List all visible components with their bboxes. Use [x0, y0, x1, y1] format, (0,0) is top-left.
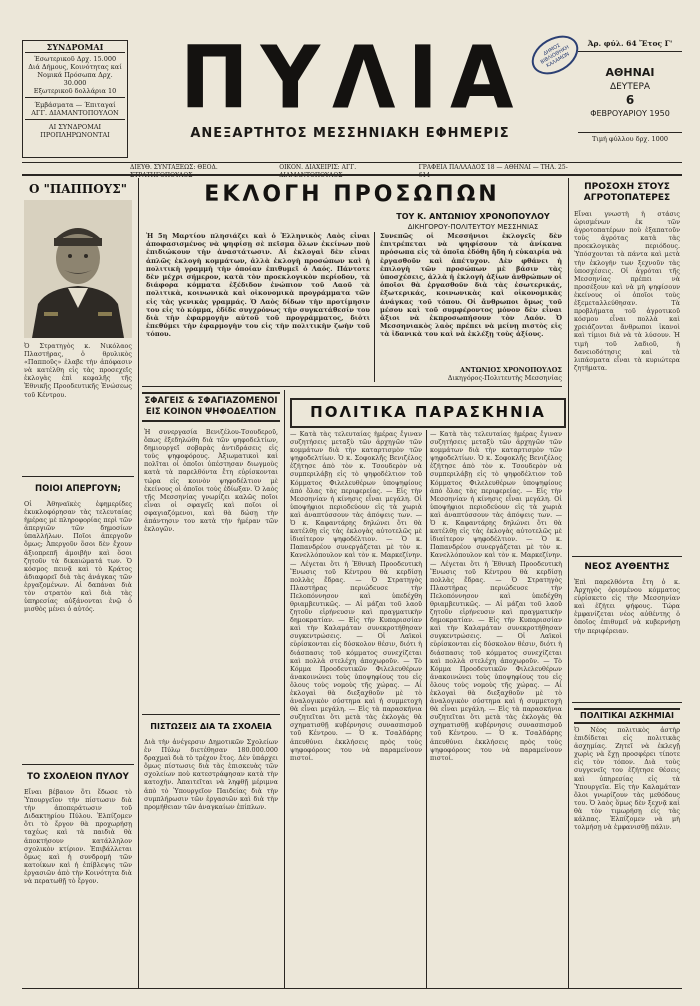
main-article-rule	[142, 386, 562, 387]
issue-info	[578, 40, 682, 158]
subscription-line: Έσωτερικοῦ Δρχ. 15.000	[33, 54, 117, 63]
col-divider-2	[284, 390, 285, 988]
school-credits-title: ΠΙΣΤΩΣΕΙΣ ΔΙΑ ΤΑ ΣΧΟΛΕΙΑ	[150, 722, 272, 731]
subscription-line: Έμβάσματα — Έπιταγαί	[34, 100, 116, 109]
main-article-title: ΕΚΛΟΓΗ ΠΡΟΣΩΠΩΝ	[204, 182, 500, 207]
subscriptions-title: ΣΥΝΔΡΟΜΑΙ	[25, 43, 125, 53]
general-portrait	[24, 200, 132, 338]
politics-title-box	[290, 398, 566, 428]
issue-weekday: ΔΕΥΤΕΡΑ	[609, 81, 651, 92]
pappous-title: Ο "ΠΑΠΠΟΥΣ"	[29, 182, 127, 196]
left-rule-2	[22, 764, 134, 765]
offices-credit: ΓΡΑΦΕΙΑ ΠΑΛΛΑΔΟΣ 18 — ΑΘΗΝΑΙ — ΤΗΛ. 25-	[418, 164, 568, 171]
school-credits-text: Διὰ τὴν ἀνέγερσιν Δημοτικῶν Σχολείων ἐν Πύλῳ διετέθησαν 180.000.000 δραχμαὶ διὰ τὸ τρέχον ἔτος. Δὲν ὑπάρχει ὅμως πίστωσις διὰ τὰς ἐπισκευὰς τῶν σχολείων ποὺ κατεστράφησαν κατὰ τὴν κατοχήν. Ἀπαιτεῖται νὰ ληφθῇ μέριμνα ἀπὸ τὸ Ὑπουργεῖον Παιδείας διὰ τὴν συμπλήρωσιν τῶν ἐργασιῶν καὶ διὰ τὴν προμήθειαν τῶν ἀναγκαίων ἐπίπλων.	[144, 738, 278, 811]
right-rule-1	[572, 556, 682, 557]
subscription-line: Νομικά Πρόσωπα Δρχ. 30.000	[37, 70, 113, 87]
new-master-title: ΝΕΟΣ ΑΥΘΕΝΤΗΣ	[584, 562, 670, 572]
subscription-line: Εξωτερικοῦ δολλάρια 10	[25, 87, 125, 98]
strikes-text: Οἱ Ἀθηναϊκὲς ἐφημερίδες ἐκυκλοφόρησαν τὰς τελευταίας ἡμέρας μὲ πληροφορίας περὶ τῶν ἀπεργιῶν τῶν δημοσίων ὑπαλλήλων. Ποῖοι ἀπεργοῦν ὅμως; Ἀπεργοῦν ὅσοι δὲν ἔχουν ἀξιοπρεπῆ ἀμοιβὴν καὶ ὅσοι ζητοῦν τὰ δικαιώματά των. Ὁ κόσμος πεινᾷ καὶ τὸ Κράτος ἀδιαφορεῖ διὰ τὰς ἀνάγκας τῶν ἐργαζομένων. Αἱ δαπάναι διὰ τὸν στρατὸν καὶ διὰ τὰς ὑπηρεσίας αὐξάνονται ἐνῷ ὁ μισθὸς μένει ὁ αὐτός.	[24, 500, 132, 614]
politics-text-col-2: — Κατὰ τὰς τελευταίας ἡμέρας ἔγιναν συζητήσεις μεταξὺ τῶν ἀρχηγῶν τῶν κομμάτων διὰ τὴν καταρτισμὸν τῶν ψηφοδελτίων. Ὁ κ. Σοφοκλῆς Βενιζέλος ἐζήτησε ἀπὸ τὸν κ. Τσουδερὸν νὰ συμπεριλάβῃ εἰς τὸ ψηφοδέλτιον τοῦ Κόμματος Φιλελευθέρων ὑποψηφίους ἀπὸ ὅλας τὰς περιφερείας. — Εἰς τὴν Μεσσηνίαν ἡ κίνησις εἶναι μεγάλη. Οἱ ὑποψήφιοι περιοδεύουν εἰς τὰ χωριὰ καὶ ἀναπτύσσουν τὰς ἀπόψεις των. — Ὁ κ. Καφαντάρης δηλώνει ὅτι θὰ κατέλθῃ εἰς τὰς ἐκλογὰς αὐτοτελῶς μὲ ἰδιαίτερον ψηφοδέλτιον. — Ὁ κ. Παπανδρέου συνεργάζεται μὲ τὸν κ. Κανελλόπουλον καὶ τὸν κ. Μαρκεζίνην. — Λέγεται ὅτι ἡ Ἐθνικὴ Προοδευτικὴ Ἕνωσις τοῦ Κέντρου θὰ κερδίσῃ πολλὰς ἕδρας. — Ὁ Στρατηγὸς Πλαστήρας περιώδευσε τὴν Πελοπόννησον καὶ ὑπεδέχθη θριαμβευτικῶς. — Αἱ μάζαι τοῦ λαοῦ ζητοῦν εἰρήνευσιν καὶ πραγματικὴν δημοκρατίαν. — Εἰς τὴν Κυπαρισσίαν καὶ τὴν Καλαμάταν συνεκροτήθησαν συγκεντρώσεις. — Οἱ Λαϊκοὶ εὑρίσκονται εἰς δύσκολον θέσιν, διότι ἡ διάσπασις τοῦ κόμματος συνεχίζεται καὶ πολλὰ στελέχη ἀποχωροῦν. — Τὸ Κόμμα Προοδευτικῶν Φιλελευθέρων ἀνακοινώνει τοὺς ὑποψηφίους του εἰς ὅλους τοὺς νομοὺς τῆς χώρας. — Αἱ ἐκλογαὶ θὰ διεξαχθοῦν μὲ τὸ ἀναλογικὸν σύστημα καὶ ἡ συμμετοχὴ θὰ εἶναι μεγάλη. — Εἰς τὰ παρασκήνια συζητεῖται ὅτι μετὰ τὰς ἐκλογὰς θὰ σχηματισθῇ κυβέρνησις συνασπισμοῦ τοῦ Κέντρου. — Ὁ κ. Τσαλδάρης ἀπευθύνει ἐκκλήσεις πρὸς τοὺς ψηφοφόρους του νὰ παραμείνουν πιστοί.	[430, 430, 562, 762]
masthead-subtitle: ΑΝΕΞΑΡΤΗΤΟΣ ΜΕΣΣΗΝΙΑΚΗ ΕΦΗΜΕΡΙΣ	[190, 126, 510, 141]
stamp-text: ΔΗΜΟΣ ΒΙΒΛΙΟΘΗΚΗ ΚΑΛΑΜΩΝ	[539, 42, 571, 70]
subscription-line: ΠΡΟΠΛΗΡΩΝΟΝΤΑΙ	[40, 130, 110, 139]
main-article-text-right: Συνεπῶς οἱ Μεσσήνιοι ἐκλογεῖς δὲν ἐπιτρέπεται νὰ ψηφίσουν τὰ ἀνίκανα πρόσωπα εἰς τὰ ὁποῖα ἐδόθη ἤδη ἡ εὐκαιρία νὰ ἐργασθοῦν καὶ ἀπέτυχον. Δὲν φθάνει ἡ ἐπιλογὴ τῶν προσώπων μὲ βάσιν τὰς ὑποσχέσεις, ἀλλὰ ἡ ἐκλογὴ ἀξίων ἀνθρώπων οἱ ὁποῖοι θὰ ἐργασθοῦν διὰ τὰς ἐσωτερικάς, ἐξωτερικάς, κοινωνικὰς καὶ οἰκονομικὰς ἀνάγκας τοῦ τόπου. Οἱ ἄνθρωποι ὅμως τοῦ μέσου καὶ τοῦ συμφέροντος μόνον δὲν εἶναι ἄξιοι νὰ ἐκπροσωπήσουν τὸν Λαόν. Ὁ Μεσσηνιακὸς λαὸς πρέπει νὰ μείνῃ πιστὸς εἰς τὰ ἰδανικὰ του καὶ νὰ ἐκλέξῃ τοὺς ἀξίους.	[380, 232, 562, 339]
subscriptions-box	[22, 40, 128, 158]
school-text: Εἶναι βέβαιον ὅτι ἔδωσε τὸ Ὑπουργεῖον τὴν πίστωσιν διὰ τὴν ἀποπεράτωσιν τοῦ Διδακτηρίου Πύλου. Ἐλπίζομεν ὅτι τὸ ἔργον θὰ προχωρήσῃ ταχέως καὶ τὰ παιδιὰ θὰ ἀποκτήσουν κατάλληλον σχολικὸν κτίριον. Ἐπιβάλλεται ὅμως καὶ ἡ συνδρομὴ τῶν κατοίκων καὶ ἡ ἐπίβλεψις τῶν ἐργασιῶν ἀπὸ τὴν Κοινότητα διὰ νὰ περατωθῇ τὸ ἔργον.	[24, 788, 132, 886]
farmers-text: Εἶναι γνωστὴ ἡ στάσις ὡρισμένων ἐκ τῶν ἀγροτοπατέρων ποὺ ἐξαπατοῦν τοὺς ἀγρότας κατὰ τὰς προεκλογικὰς περιόδους. Ὑπόσχονται τὰ πάντα καὶ μετὰ τὴν ἐκλογήν των ξεχνοῦν τὰς ὑποσχέσεις. Οἱ ἀγρόται τῆς Μεσσηνίας πρέπει νὰ προσέξουν καὶ νὰ μὴ ψηφίσουν ἐκείνους οἱ ὁποῖοι τοὺς ἐξεμεταλλεύθησαν. Τὰ προβλήματα τοῦ ἀγροτικοῦ κόσμου εἶναι πολλὰ καὶ χρειάζονται ἄνθρωποι ἱκανοὶ καὶ τίμιοι διὰ νὰ τὰ λύσουν. Ἡ τιμὴ τοῦ λαδιοῦ, ἡ δανειοδότησις καὶ τὰ λιπάσματα εἶναι τὰ κυριώτερα ζητήματα.	[574, 210, 680, 372]
director-credit: ΔΙΕΥΘ. ΣΥΝΤΑΞΕΩΣ: ΘΕΟΔ.	[130, 164, 218, 171]
issue-city: ΑΘΗΝΑΙ	[605, 65, 655, 79]
author-title: ΔΙΚΗΓΟΡΟΥ-ΠΟΛΙΤΕΥΤΟΥ ΜΕΣΣΗΝΙΑΣ	[407, 223, 539, 231]
school-title: ΤΟ ΣΧΟΛΕΙΟΝ ΠΥΛΟΥ	[27, 772, 129, 782]
main-article-author	[384, 212, 562, 231]
main-article-text-left: Ἡ 5η Μαρτίου πλησιάζει καὶ ὁ Ἑλληνικὸς Λαὸς εἶναι ἀποφασισμένος νὰ ψηφίσῃ σὲ πεῖσμα ὅλων ἐκείνων ποὺ ἐπιδιώκουν τὴν ἀναστάτωσιν. Αἱ ἐκλογαὶ δὲν εἶναι ἀπλῶς ἐκλογὴ κομμάτων, ἀλλὰ ἐκλογὴ προσώπων καὶ ἡ πολιτικὴ γραμμὴ τὴν ὁποίαν ἐπιθυμεῖ ὁ Λαός. Πάντοτε δὲν μέχρι σήμερον, κατὰ τὸν προεκλογικὸν περίοδον, τὰ διάφορα κόμματα ἐξέδιδον ἐνώπιον τοῦ Λαοῦ τὰ πολιτικὰ, κοινωνικὰ καὶ οἰκονομικὰ προγράμματα τῶν εἰς τὰς γενικὰς γραμμάς. Ὁ Λαὸς δίδων τὴν προτίμησιν του εἰς τὸ κόμμα, ἐδίδε συγχρόνως τὴν συγκατάθεσίν του διὰ τὴν ἐφαρμογὴν αὐτοῦ τοῦ προγράμματος, διότι ἐπεθύμει τὴν ἐφαρμογὴν του εἰς τὴν πολιτικὴν ζωὴν τοῦ τόπου.	[146, 232, 370, 339]
issue-number: Ἀρ. φύλ. 64 Ἔτος Γ'	[578, 40, 682, 52]
signature-name: ΑΝΤΩΝΙΟΣ ΧΡΟΝΟΠΟΥΛΟΣ	[459, 366, 562, 374]
issue-day: 6	[625, 92, 635, 107]
portrait-illustration	[24, 200, 132, 338]
main-article-divider	[374, 232, 375, 382]
politics-divider	[426, 430, 427, 988]
subscription-line: ΑΓΓ. ΔΙΑΜΑΝΤΟΠΟΥΛΟΝ	[25, 109, 125, 120]
subscription-line: ΑΙ ΣΥΝΔΡΟΜΑΙ	[48, 122, 102, 131]
library-stamp-icon	[525, 28, 585, 82]
author-name: ΤΟΥ Κ. ΑΝΤΩΝΙΟΥ ΧΡΟΝΟΠΟΥΛΟΥ	[396, 212, 550, 221]
signature-title: Δικηγόρος-Πολιτευτὴς Μεσσηνίας	[447, 374, 562, 382]
strikes-title: ΠΟΙΟΙ ΑΠΕΡΓΟΥΝ;	[35, 484, 121, 494]
political-ugliness-title: ΠΟΛΙΤΙΚΑΙ ΑΣΚΗΜΙΑΙ	[574, 708, 680, 724]
publisher-credit: ΟΙΚΟΝ. ΔΙΑΧΕΙΡΙΣ: ΑΓΓ.	[279, 164, 357, 171]
col-divider-1	[138, 178, 139, 988]
politics-text-col-1: — Κατὰ τὰς τελευταίας ἡμέρας ἔγιναν συζητήσεις μεταξὺ τῶν ἀρχηγῶν τῶν κομμάτων διὰ τὴν καταρτισμὸν τῶν ψηφοδελτίων. Ὁ κ. Σοφοκλῆς Βενιζέλος ἐζήτησε ἀπὸ τὸν κ. Τσουδερὸν νὰ συμπεριλάβῃ εἰς τὸ ψηφοδέλτιον τοῦ Κόμματος Φιλελευθέρων ὑποψηφίους ἀπὸ ὅλας τὰς περιφερείας. — Εἰς τὴν Μεσσηνίαν ἡ κίνησις εἶναι μεγάλη. Οἱ ὑποψήφιοι περιοδεύουν εἰς τὰ χωριὰ καὶ ἀναπτύσσουν τὰς ἀπόψεις των. — Ὁ κ. Καφαντάρης δηλώνει ὅτι θὰ κατέλθῃ εἰς τὰς ἐκλογὰς αὐτοτελῶς μὲ ἰδιαίτερον ψηφοδέλτιον. — Ὁ κ. Παπανδρέου συνεργάζεται μὲ τὸν κ. Κανελλόπουλον καὶ τὸν κ. Μαρκεζίνην. — Λέγεται ὅτι ἡ Ἐθνικὴ Προοδευτικὴ Ἕνωσις τοῦ Κέντρου θὰ κερδίσῃ πολλὰς ἕδρας. — Ὁ Στρατηγὸς Πλαστήρας περιώδευσε τὴν Πελοπόννησον καὶ ὑπεδέχθη θριαμβευτικῶς. — Αἱ μάζαι τοῦ λαοῦ ζητοῦν εἰρήνευσιν καὶ πραγματικὴν δημοκρατίαν. — Εἰς τὴν Κυπαρισσίαν καὶ τὴν Καλαμάταν συνεκροτήθησαν συγκεντρώσεις. — Οἱ Λαϊκοὶ εὑρίσκονται εἰς δύσκολον θέσιν, διότι ἡ διάσπασις τοῦ κόμματος συνεχίζεται καὶ πολλὰ στελέχη ἀποχωροῦν. — Τὸ Κόμμα Προοδευτικῶν Φιλελευθέρων ἀνακοινώνει τοὺς ὑποψηφίους του εἰς ὅλους τοὺς νομοὺς τῆς χώρας. — Αἱ ἐκλογαὶ θὰ διεξαχθοῦν μὲ τὸ ἀναλογικὸν σύστημα καὶ ἡ συμμετοχὴ θὰ εἶναι μεγάλη. — Εἰς τὰ παρασκήνια συζητεῖται ὅτι μετὰ τὰς ἐκλογὰς θὰ σχηματισθῇ κυβέρνησις συνασπισμοῦ τοῦ Κέντρου. — Ὁ κ. Τσαλδάρης ἀπευθύνει ἐκκλήσεις πρὸς τοὺς ψηφοφόρους του νὰ παραμείνουν πιστοί.	[290, 430, 422, 762]
butchers-text: Ἡ συνεργασία Βενιζέλου-Τσουδεροῦ, ὅπως ἐξεδηλώθη διὰ τῶν ψηφοδελτίων, δημιουργεῖ σοβαρὰς ἀντιδράσεις εἰς τοὺς ψηφοφόρους. Ἀξιωματικοὶ καὶ πολῖται οἱ ὁποῖοι ὑπέστησαν διωγμοὺς κατὰ τὰ παρελθόντα ἔτη εὑρίσκονται τώρα εἰς κοινὸν ψηφοδέλτιον μὲ ἐκείνους οἱ ὁποῖοι τοὺς ἐδίωξαν. Ὁ λαὸς τῆς Μεσσηνίας γνωρίζει καλῶς ποῖοι εἶναι οἱ σφαγεῖς καὶ ποῖοι οἱ σφαγιαζόμενοι, καὶ θὰ δώσῃ τὴν ἀπάντησιν του κατὰ τὴν ἡμέραν τῶν ἐκλογῶν.	[144, 428, 278, 534]
new-master-text: Ἐπὶ παρελθόντα ἔτη ὁ κ. Ἀρχηγὸς ὁρισμένου κόμματος εὑρίσκετο εἰς τὴν Μεσσηνίαν καὶ ἐζήτει ψήφους. Τώρα ἐμφανίζεται νέος αὐθέντης ὁ ὁποῖος ἐπιθυμεῖ νὰ κυβερνήσῃ τὴν περιφέρειαν.	[574, 578, 680, 635]
subscription-line: Διά Δήμους, Κοινότητας καί	[28, 62, 122, 71]
pappous-caption: Ὁ Στρατηγὸς κ. Νικόλαος Πλαστήρας, ὁ θρυλικὸς «Παπποῦς» ἐλαβε τὴν ἀπόφασιν νὰ κατέλθη εἰς τὰς προσεχεῖς ἐκλογὰς ἐπὶ κεφαλῆς τῆς Ἐθνικῆς Προοδευτικῆς Ἑνώσεως τοῦ Κέντρου.	[24, 342, 132, 399]
farmers-title: ΠΡΟΣΟΧΗ ΣΤΟΥΣ ΑΓΡΟΤΟΠΑΤΕΡΕΣ	[583, 182, 671, 203]
col-divider-3	[568, 178, 569, 988]
masthead: ΠΥΛΙΑ	[180, 28, 526, 129]
header-rule-top	[22, 162, 682, 163]
political-ugliness-text: Ὁ Νέος πολιτικὸς ἀστὴρ ἐπιδίδεται εἰς πολιτικὰς ἀσχημίας. Ζητεῖ νὰ ἐκλεγῇ χωρὶς νὰ ἔχῃ προσφέρει τίποτε εἰς τὸν τόπον. Διὰ τοὺς συγγενεῖς του ἐζήτησε θέσεις καὶ ὑπηρεσίας εἰς τὰ Ὑπουργεῖα. Εἰς τὴν Καλαμάταν ὅλοι γνωρίζουν τὰς μεθόδους του. Ὁ λαὸς ὅμως δὲν ξεχνᾷ καὶ θὰ τὸν τιμωρήσῃ εἰς τὰς κάλπας. Ἐλπίζομεν νὰ μὴ τολμήσῃ νὰ ἐμφανισθῇ πάλιν.	[574, 726, 680, 832]
info-line	[130, 164, 576, 180]
right-rule-2	[572, 702, 682, 703]
issue-date: ΦΕΒΡΟΥΑΡΙΟΥ 1950	[590, 108, 670, 118]
mid-rule	[142, 714, 280, 715]
politics-title: ΠΟΛΙΤΙΚΑ ΠΑΡΑΣΚΗΝΙΑ	[310, 403, 546, 421]
issue-price: Τιμή φύλλου δρχ. 1000	[578, 132, 682, 143]
left-rule-1	[22, 476, 134, 477]
page-bottom-rule	[22, 988, 682, 989]
header-rule-bottom	[22, 174, 682, 176]
main-article-signature	[380, 366, 562, 382]
butchers-title: ΣΦΑΓΕΙΣ & ΣΦΑΓΙΑΖΟΜΕΝΟΙ ΕΙΣ ΚΟΙΝΟΝ ΨΗΦΟΔΕΛΤΙΟΝ	[142, 392, 280, 422]
